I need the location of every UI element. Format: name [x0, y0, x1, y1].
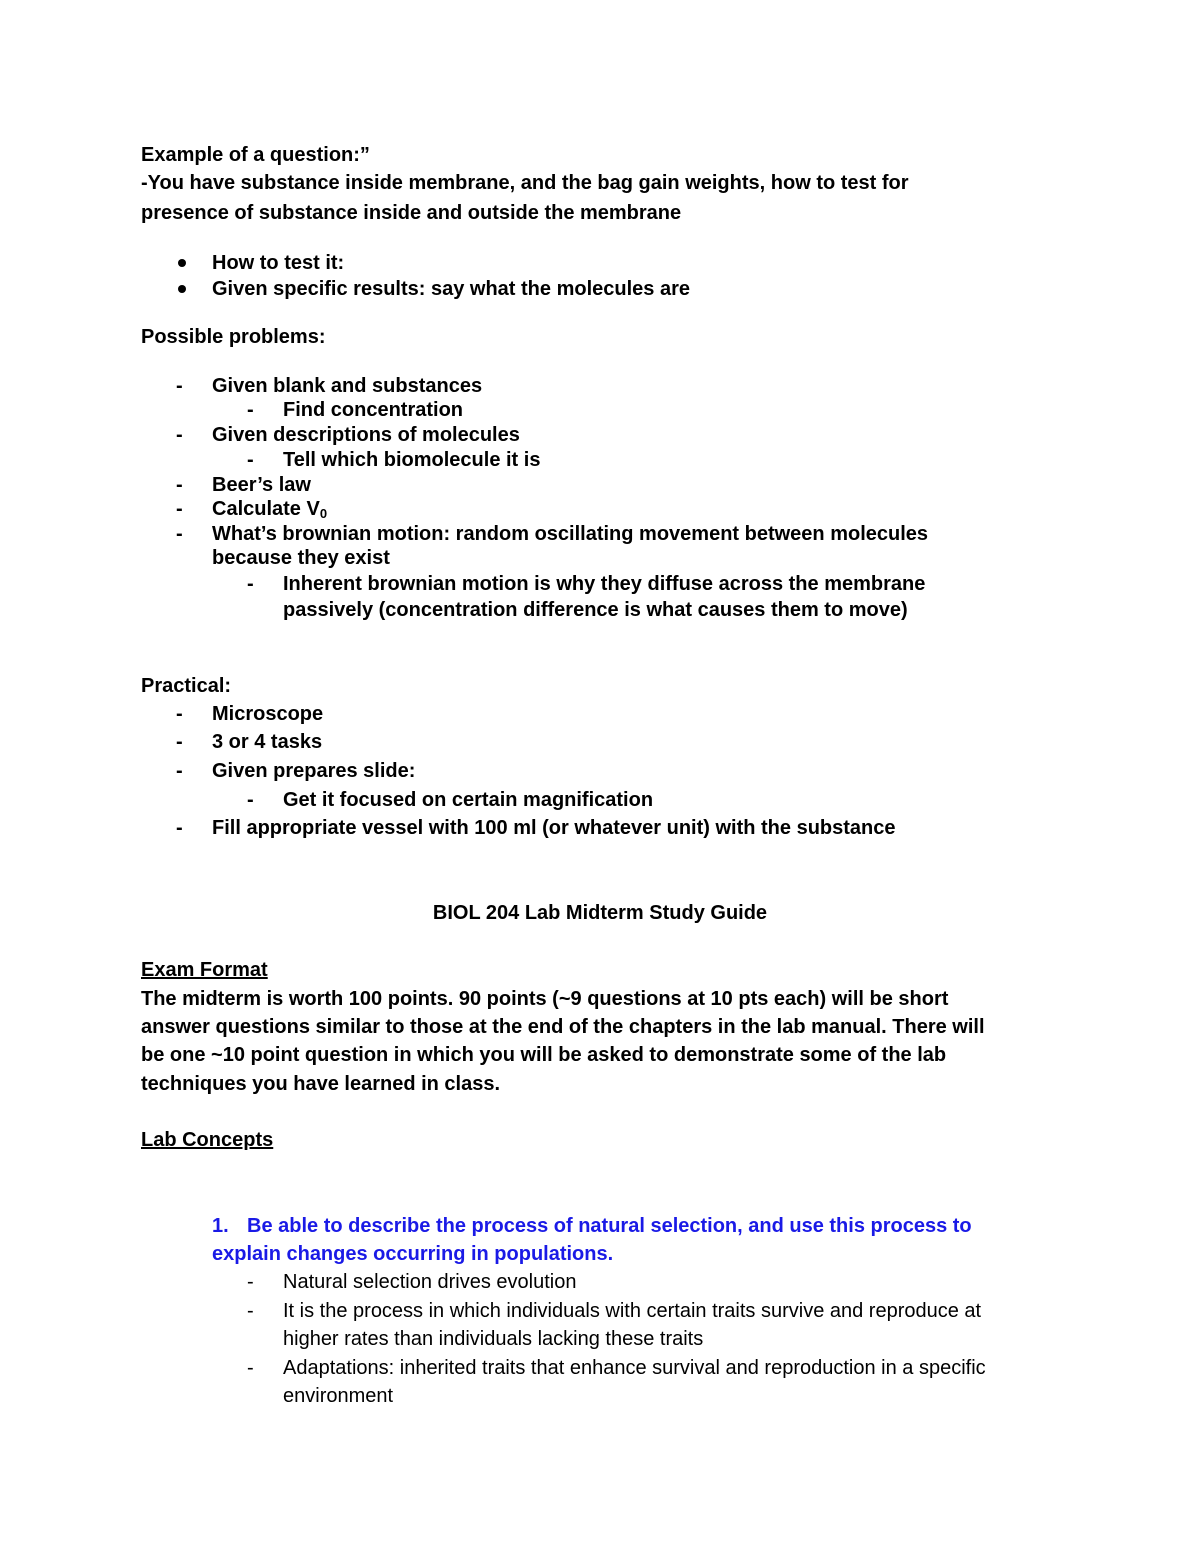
bullet-icon: [178, 285, 186, 293]
document-title: BIOL 204 Lab Midterm Study Guide: [432, 902, 768, 924]
dash-marker: -: [176, 424, 183, 446]
list-subitem: Inherent brownian motion is why they diffuse across the membrane: [283, 573, 926, 595]
dash-marker: -: [247, 789, 254, 811]
numbered-item-line-1: Be able to describe the process of natural selection, and use this process to: [247, 1215, 972, 1237]
numbered-item-line-2: explain changes occurring in populations.: [212, 1243, 614, 1265]
list-item: Microscope: [212, 703, 324, 725]
list-item: What’s brownian motion: random oscillating movement between molecules: [212, 523, 929, 545]
dash-marker: -: [247, 399, 254, 421]
list-subitem: Adaptations: inherited traits that enhance survival and reproduction in a specific: [283, 1357, 986, 1379]
exam-format-paragraph-line: The midterm is worth 100 points. 90 points (~9 questions at 10 pts each) will be short: [141, 988, 949, 1010]
bullet-item: Given specific results: say what the molecules are: [212, 278, 690, 300]
practical-heading: Practical:: [141, 675, 232, 697]
calculate-v-text: Calculate V: [212, 498, 320, 520]
dash-marker: -: [176, 731, 183, 753]
list-item: Given blank and substances: [212, 375, 483, 397]
list-item-continuation: because they exist: [212, 547, 390, 569]
dash-marker: -: [176, 474, 183, 496]
list-subitem-continuation: passively (concentration difference is what causes them to move): [283, 599, 908, 621]
dash-marker: -: [176, 375, 183, 397]
list-subitem: Get it focused on certain magnification: [283, 789, 654, 811]
dash-marker: -: [176, 760, 183, 782]
list-item: Fill appropriate vessel with 100 ml (or whatever unit) with the substance: [212, 817, 896, 839]
numbered-item-number: 1.: [212, 1215, 229, 1237]
question-line-2: presence of substance inside and outside the membrane: [141, 202, 682, 224]
list-subitem-continuation: higher rates than individuals lacking these traits: [283, 1328, 704, 1350]
list-item: Given prepares slide:: [212, 760, 416, 782]
list-subitem: Find concentration: [283, 399, 463, 421]
list-subitem: Natural selection drives evolution: [283, 1271, 577, 1293]
exam-format-paragraph-line: techniques you have learned in class.: [141, 1073, 501, 1095]
dash-marker: -: [247, 1271, 254, 1293]
list-item: Given descriptions of molecules: [212, 424, 520, 446]
dash-marker: -: [176, 523, 183, 545]
list-subitem-continuation: environment: [283, 1385, 394, 1407]
subscript-zero: 0: [319, 506, 328, 521]
dash-marker: -: [247, 573, 254, 595]
list-item: Beer’s law: [212, 474, 311, 496]
dash-marker: -: [247, 1357, 254, 1379]
question-heading: Example of a question:”: [141, 144, 370, 166]
dash-marker: -: [176, 703, 183, 725]
exam-format-paragraph-line: answer questions similar to those at the end of the chapters in the lab manual. There will: [141, 1016, 985, 1038]
dash-marker: -: [176, 498, 183, 520]
list-item: 3 or 4 tasks: [212, 731, 323, 753]
bullet-icon: [178, 259, 186, 267]
dash-marker: -: [247, 1300, 254, 1322]
exam-format-heading: Exam Format: [141, 959, 268, 981]
exam-format-paragraph-line: be one ~10 point question in which you will be asked to demonstrate some of the lab: [141, 1044, 947, 1066]
dash-marker: -: [176, 817, 183, 839]
dash-marker: -: [247, 449, 254, 471]
lab-concepts-heading: Lab Concepts: [141, 1129, 274, 1151]
list-subitem: Tell which biomolecule it is: [283, 449, 541, 471]
possible-problems-heading: Possible problems:: [141, 326, 326, 348]
list-subitem: It is the process in which individuals with certain traits survive and reproduce at: [283, 1300, 982, 1322]
bullet-item: How to test it:: [212, 252, 345, 274]
question-line-1: -You have substance inside membrane, and the bag gain weights, how to test for: [141, 172, 909, 194]
